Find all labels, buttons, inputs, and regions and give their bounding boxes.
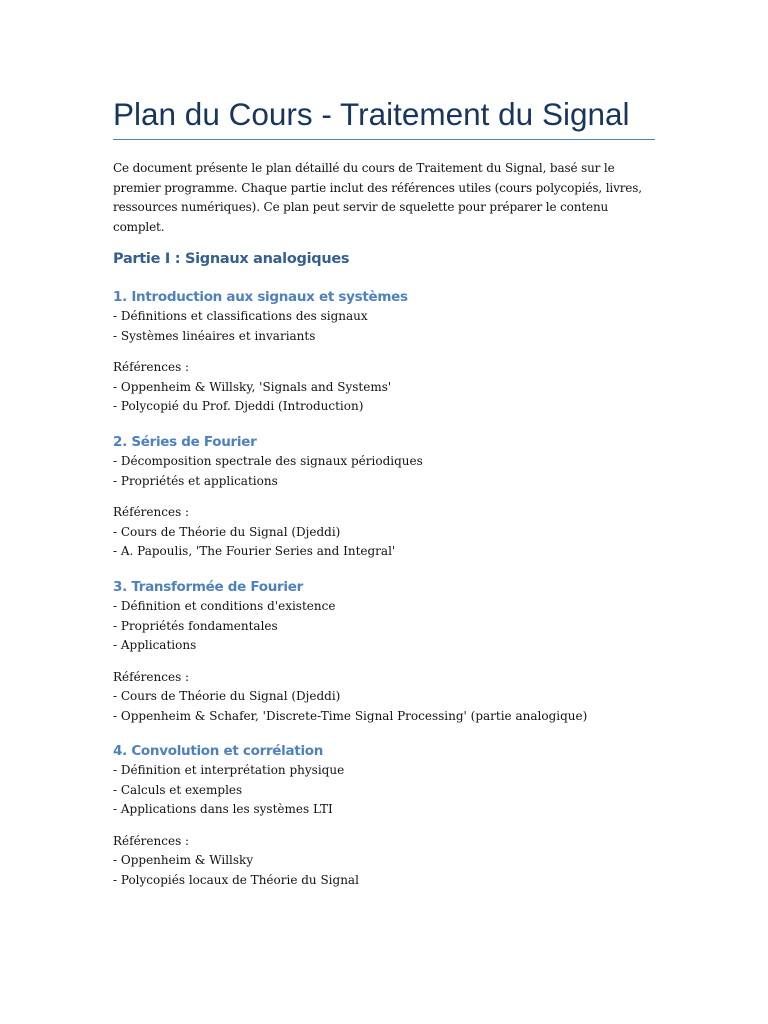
reference-list bbox=[113, 378, 657, 417]
references-block bbox=[113, 503, 657, 562]
section-heading: 2. Séries de Fourier bbox=[113, 434, 257, 450]
references-block bbox=[113, 668, 657, 727]
references-label: Références : bbox=[113, 833, 190, 848]
references-label: Références : bbox=[113, 505, 190, 519]
reference-item: - Polycopié du Prof. Djeddi (Introduction) bbox=[113, 399, 364, 413]
references-label: Références : bbox=[113, 669, 190, 684]
section-heading: 4. Convolution et corrélation bbox=[113, 743, 324, 759]
topic-item: - Définition et interprétation physique bbox=[113, 763, 345, 777]
section-introduction bbox=[113, 287, 657, 417]
reference-item: - A. Papoulis, 'The Fourier Series and Integral' bbox=[113, 544, 396, 558]
intro-paragraph: Ce document présente le plan détaillé du cours de Traitement du Signal, basé sur le premier programme. Chaque partie inclut des références utiles (cours polycopiés, livres, ressources numériques). Ce plan peut servir de squelette pour préparer le contenu complet. bbox=[113, 161, 642, 234]
reference-list bbox=[113, 523, 657, 562]
section-topic-list bbox=[113, 597, 657, 656]
topic-item: - Propriétés fondamentales bbox=[113, 618, 278, 633]
reference-list bbox=[113, 851, 657, 890]
topic-item: - Applications dans les systèmes LTI bbox=[113, 802, 333, 816]
reference-item: - Oppenheim & Schafer, 'Discrete-Time Signal Processing' (partie analogique) bbox=[113, 708, 588, 723]
section-heading: 1. Introduction aux signaux et systèmes bbox=[113, 289, 408, 305]
references-label: Références : bbox=[113, 360, 190, 374]
topic-item: - Applications bbox=[113, 638, 197, 652]
topic-item: - Définitions et classifications des signaux bbox=[113, 309, 368, 323]
section-fourier-transform bbox=[113, 577, 657, 726]
section-convolution bbox=[113, 741, 657, 890]
document-title: Plan du Cours - Traitement du Signal bbox=[113, 96, 630, 132]
topic-item: - Systèmes linéaires et invariants bbox=[113, 328, 316, 343]
topic-item: - Décomposition spectrale des signaux périodiques bbox=[113, 454, 423, 468]
section-fourier-series bbox=[113, 432, 657, 562]
reference-item: - Oppenheim & Willsky, 'Signals and Systems' bbox=[113, 379, 392, 394]
reference-item: - Polycopiés locaux de Théorie du Signal bbox=[113, 872, 359, 887]
section-heading: 3. Transformée de Fourier bbox=[113, 579, 303, 595]
references-block bbox=[113, 832, 657, 891]
section-topic-list bbox=[113, 452, 657, 491]
section-topic-list bbox=[113, 761, 657, 820]
references-block bbox=[113, 358, 657, 417]
reference-item: - Oppenheim & Willsky bbox=[113, 853, 254, 867]
topic-item: - Propriétés et applications bbox=[113, 473, 278, 488]
reference-item: - Cours de Théorie du Signal (Djeddi) bbox=[113, 524, 341, 539]
topic-item: - Définition et conditions d'existence bbox=[113, 599, 336, 613]
part-heading: Partie I : Signaux analogiques bbox=[113, 251, 350, 267]
title-underline-divider bbox=[113, 139, 655, 140]
reference-list bbox=[113, 687, 657, 726]
topic-item: - Calculs et exemples bbox=[113, 782, 243, 797]
section-topic-list bbox=[113, 307, 657, 346]
reference-item: - Cours de Théorie du Signal (Djeddi) bbox=[113, 689, 341, 703]
